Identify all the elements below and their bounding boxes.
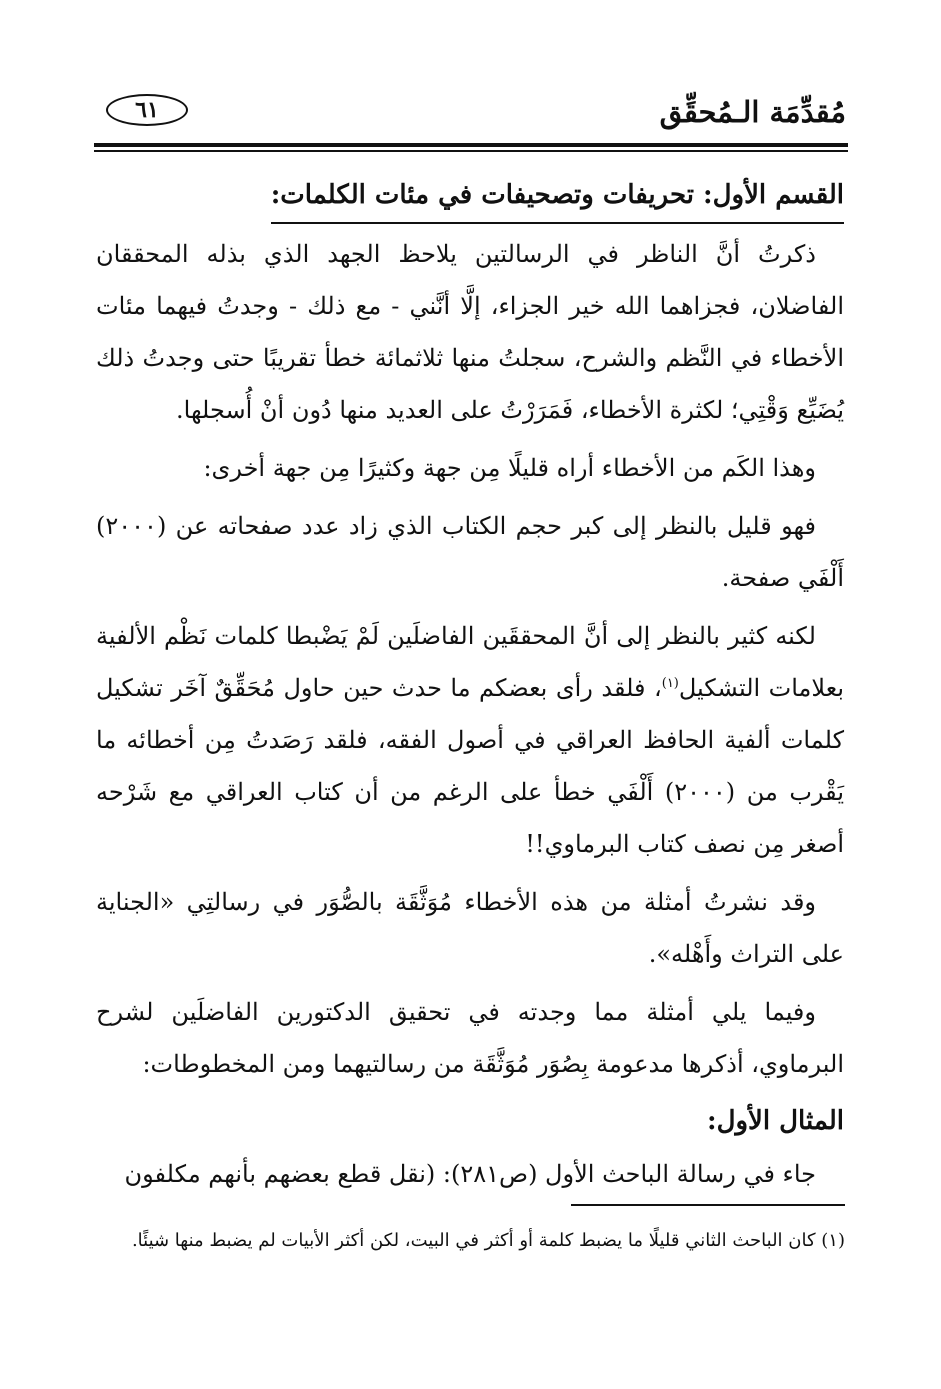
footnote-reference[interactable]: (١) <box>661 676 679 691</box>
paragraph-5: وقد نشرتُ أمثلة من هذه الأخطاء مُوَثَّقَة بالصُّوَر في رسالتِي «الجناية على التراث وأَهْله». <box>96 888 844 968</box>
paragraph-6: وفيما يلي أمثلة مما وجدته في تحقيق الدكتورين الفاضلَين لشرح البرماوي، أذكرها مدعومة بِصُوَر مُوَثَّقَة من رسالتيهما ومن المخطوطات: <box>96 998 844 1078</box>
example-text: جاء في رسالة الباحث الأول (ص٢٨١): (نقل قطع بعضهم بأنهم مكلفون <box>124 1160 816 1188</box>
paragraph-4-before-note: لكنه كثير بالنظر إلى أنَّ المحققَين الفاضلَين لَمْ يَضْبطا كلمات نَظْم الألفية بعلامات التشكيل <box>96 622 844 702</box>
section-heading: القسم الأول: تحريفات وتصحيفات في مئات الكلمات: <box>271 168 844 224</box>
paragraph-1: ذكرتُ أنَّ الناظر في الرسالتين يلاحظ الجهد الذي بذله المحققان الفاضلان، فجزاهما الله خير الجزاء، إلَّا أنَّني - مع ذلك - وجدتُ فيهما مئات الأخطاء في النَّظم والشرح، سجلتُ منها ثلاثمائة خطأ تقريبًا حتى وجدتُ ذلك يُضَيِّع وَقْتِي؛ لكثرة الأخطاء، فَمَرَرْتُ على العديد منها دُون أنْ أُسجلها. <box>96 240 844 424</box>
paragraph-4 <box>96 610 844 870</box>
header-rule-thick <box>94 143 848 147</box>
running-title: مُقدِّمَة الـمُحقِّق <box>659 95 846 129</box>
paragraph-2: وهذا الكَم من الأخطاء أراه قليلًا مِن جهة وكثيرًا مِن جهة أخرى: <box>203 454 816 482</box>
page-header <box>94 86 846 138</box>
example-heading: المثال الأول: <box>707 1106 844 1136</box>
page-number: ٦١ <box>106 94 188 126</box>
paragraph-4-after-note: ، فلقد رأى بعضكم ما حدث حين حاول مُحَقِّقٌ آخَر تشكيل كلمات ألفية الحافظ العراقي في أصول الفقه، فلقد رَصَدتُ مِن أخطائه ما يَقْرب من (٢٠٠٠) أَلْفَي خطأ على الرغم من أن كتاب العراقي مع شَرْحه أصغر مِن نصف كتاب البرماوي!! <box>96 674 844 858</box>
footnote-separator <box>571 1204 845 1206</box>
footnote: (١) كان الباحث الثاني قليلًا ما يضبط كلمة أو أكثر في البيت، لكن أكثر الأبيات لم يضبط منها شيئًا. <box>131 1230 845 1251</box>
main-text <box>96 168 844 1200</box>
paragraph-3: فهو قليل بالنظر إلى كبر حجم الكتاب الذي زاد عدد صفحاته عن (٢٠٠٠) أَلْفَي صفحة. <box>96 512 844 592</box>
header-rule-thin <box>94 150 848 152</box>
